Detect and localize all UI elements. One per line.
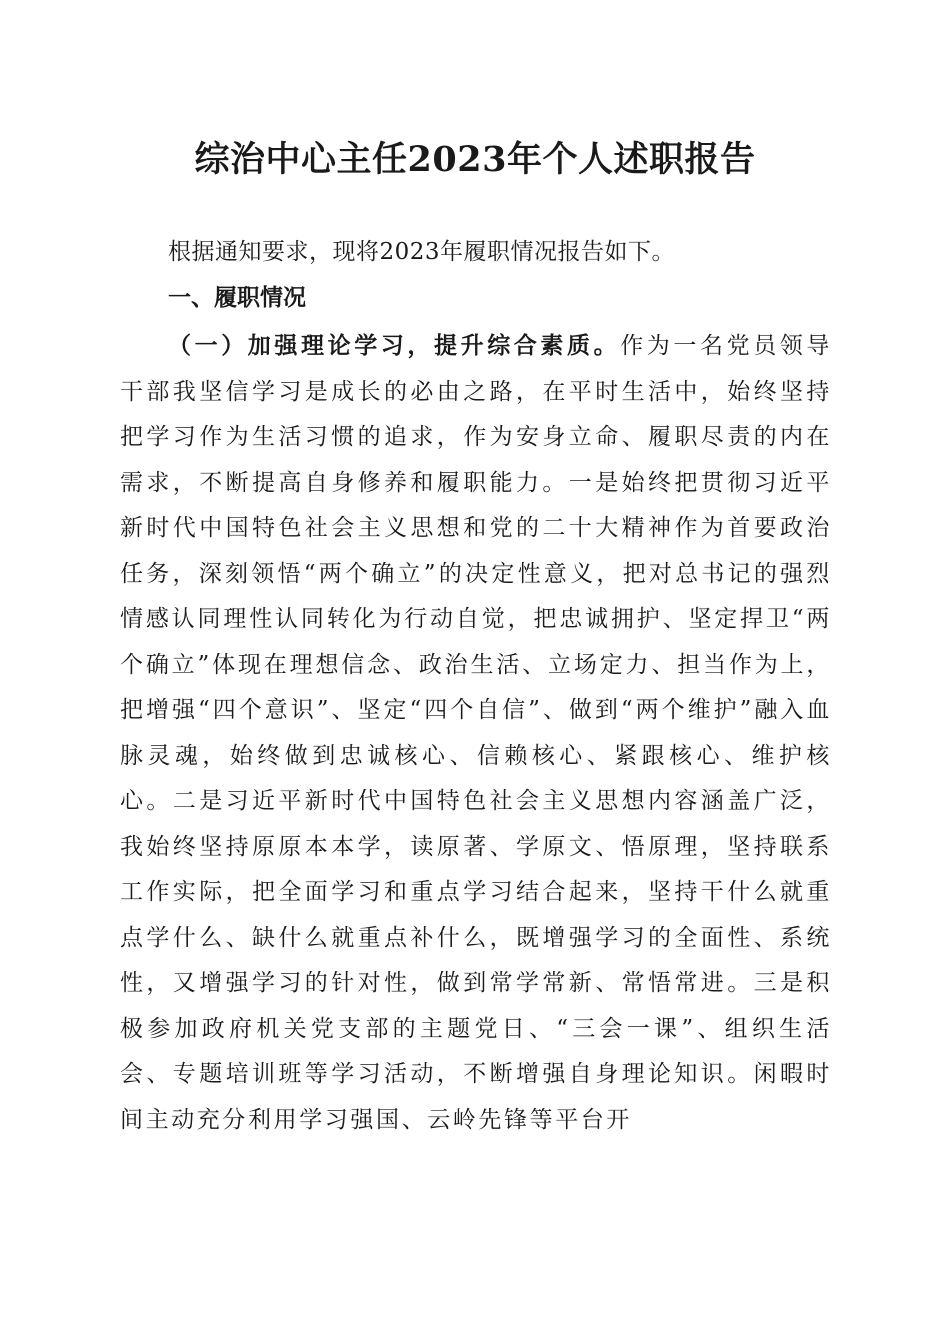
subsection-lead: （一）加强理论学习，提升综合素质。: [168, 332, 621, 359]
body-paragraph: [120, 323, 832, 1143]
section-heading-performance: 一、履职情况: [168, 285, 306, 311]
document-title: 综治中心主任2023年个人述职报告: [194, 139, 756, 180]
intro-paragraph: 根据通知要求，现将2023年履职情况报告如下。: [168, 239, 676, 265]
subsection-body: 作为一名党员领导干部我坚信学习是成长的必由之路，在平时生活中，始终坚持把学习作为生活习惯的追求，作为安身立命、履职尽责的内在需求，不断提高自身修养和履职能力。一是始终把贯彻习近平新时代中国特色社会主义思想和党的二十大精神作为首要政治任务，深刻领悟“两个确立”的决定性意义，把对总书记的强烈情感认同理性认同转化为行动自觉，把忠诚拥护、坚定捍卫“两个确立”体现在理想信念、政治生活、立场定力、担当作为上，把增强“四个意识”、坚定“四个自信”、做到“两个维护”融入血脉灵魂，始终做到忠诚核心、信赖核心、紧跟核心、维护核心。二是习近平新时代中国特色社会主义思想内容涵盖广泛，我始终坚持原原本本学，读原著、学原文、悟原理，坚持联系工作实际，把全面学习和重点学习结合起来，坚持干什么就重点学什么、缺什么就重点补什么，既增强学习的全面性、系统性，又增强学习的针对性，做到常学常新、常悟常进。三是积极参加政府机关党支部的主题党日、“三会一课”、组织生活会、专题培训班等学习活动，不断增强自身理论知识。闲暇时间主动充分利用学习强国、云岭先锋等平台开: [120, 333, 832, 1133]
